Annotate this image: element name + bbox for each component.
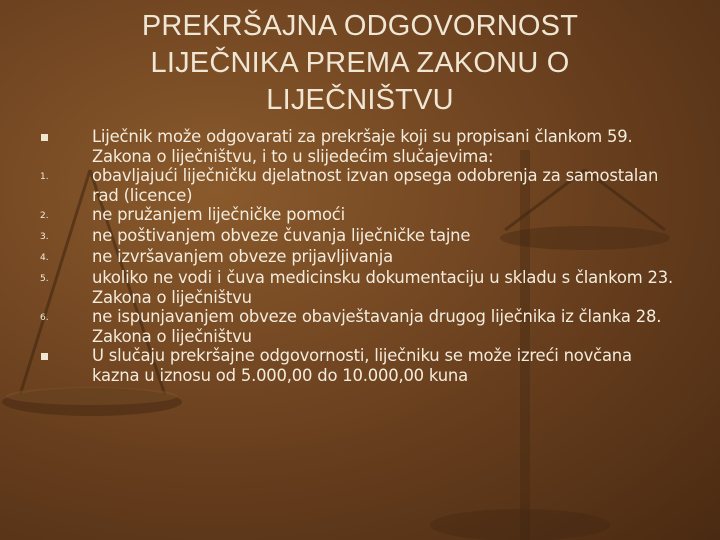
- title-line: LIJEČNIKA PREMA ZAKONU O: [150, 47, 570, 79]
- title-line: LIJEČNIŠTVU: [266, 84, 454, 116]
- list-item-text: U slučaju prekršajne odgovornosti, liječniku se može izreći novčana kazna u iznosu od 5.000,00 do 10.000,00 kuna: [92, 346, 632, 385]
- bullet-marker: [40, 127, 92, 149]
- number-marker: 6.: [40, 313, 49, 323]
- number-marker: 2.: [40, 211, 49, 221]
- list-item-text: ukoliko ne vodi i čuva medicinsku dokumentaciju u skladu s člankom 23. Zakona o liječništvu: [92, 268, 673, 307]
- list-item: [40, 346, 680, 385]
- number-marker: 4.: [40, 253, 49, 263]
- bullet-marker: [40, 346, 92, 368]
- content-list: [40, 127, 680, 385]
- list-item: [40, 247, 680, 268]
- number-marker: 5.: [40, 274, 49, 284]
- list-item-text: obavljajući liječničku djelatnost izvan opsega odobrenja za samostalan rad (licence): [92, 166, 659, 205]
- title-line: PREKRŠAJNA ODGOVORNOST: [141, 10, 579, 42]
- list-item: [40, 127, 680, 166]
- slide-title: [70, 8, 650, 119]
- list-item: [40, 268, 680, 307]
- number-marker: 1.: [40, 172, 49, 182]
- list-item-text: ne izvršavanjem obveze prijavljivanja: [92, 247, 393, 266]
- list-item-text: Liječnik može odgovarati za prekršaje koji su propisani člankom 59. Zakona o liječništvu, i to u slijedećim slučajevima:: [92, 127, 633, 166]
- number-marker: 3.: [40, 232, 49, 242]
- list-item: [40, 205, 680, 226]
- list-item: [40, 166, 680, 205]
- list-item: [40, 226, 680, 247]
- list-item-text: ne ispunjavanjem obveze obavještavanja drugog liječnika iz članka 28. Zakona o liječništvu: [92, 307, 662, 346]
- list-item-text: ne poštivanjem obveze čuvanja liječničke tajne: [92, 226, 471, 245]
- list-item-text: ne pružanjem liječničke pomoći: [92, 205, 345, 224]
- list-item: [40, 307, 680, 346]
